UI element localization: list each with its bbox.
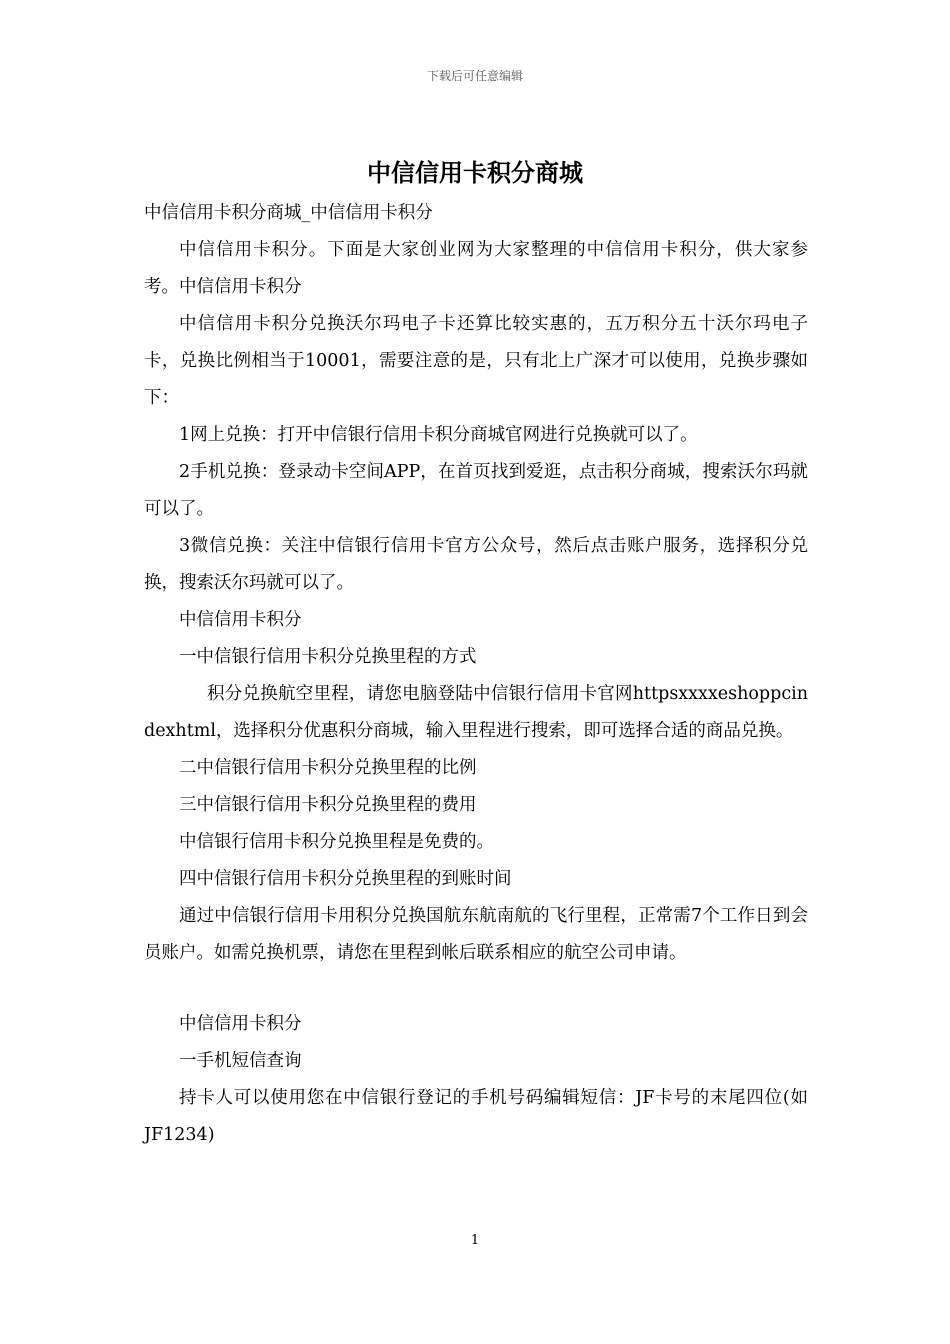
document-title: 中信信用卡积分商城	[367, 159, 583, 187]
paragraph: 2手机兑换：登录动卡空间APP，在首页找到爱逛，点击积分商城，搜索沃尔玛就可以了。	[144, 462, 808, 519]
paragraph: 通过中信银行信用卡用积分兑换国航东航南航的飞行里程，正常需7个工作日到会员账户。如需兑换机票，请您在里程到帐后联系相应的航空公司申请。	[144, 906, 808, 963]
document-body	[144, 195, 808, 1154]
section-heading: 一中信银行信用卡积分兑换里程的方式	[179, 647, 477, 667]
paragraph: 中信信用卡积分。下面是大家创业网为大家整理的中信信用卡积分，供大家参考。中信信用卡积分	[144, 240, 808, 297]
section-heading: 一手机短信查询	[179, 1051, 302, 1071]
paragraph: 中信银行信用卡积分兑换里程是免费的。	[179, 832, 494, 852]
paragraph: 1网上兑换：打开中信银行信用卡积分商城官网进行兑换就可以了。	[179, 425, 698, 445]
paragraph: 3微信兑换：关注中信银行信用卡官方公众号，然后点击账户服务，选择积分兑换，搜索沃尔玛就可以了。	[144, 536, 808, 593]
page-header: 下载后可任意编辑	[426, 69, 523, 83]
paragraph: 中信信用卡积分兑换沃尔玛电子卡还算比较实惠的，五万积分五十沃尔玛电子卡，兑换比例相当于10001，需要注意的是，只有北上广深才可以使用，兑换步骤如下：	[144, 314, 808, 408]
paragraph: 积分兑换航空里程，请您电脑登陆中信银行信用卡官网httpsxxxxeshoppcindexhtml，选择积分优惠积分商城，输入里程进行搜索，即可选择合适的商品兑换。	[144, 684, 808, 741]
paragraph: 持卡人可以使用您在中信银行登记的手机号码编辑短信：JF卡号的末尾四位(如JF1234)	[144, 1088, 808, 1145]
document-subtitle: 中信信用卡积分商城_中信信用卡积分	[144, 203, 433, 223]
section-heading: 三中信银行信用卡积分兑换里程的费用	[179, 795, 477, 815]
section-heading: 中信信用卡积分	[179, 610, 302, 630]
page-number: 1	[470, 1233, 480, 1248]
section-heading: 中信信用卡积分	[179, 1014, 302, 1034]
section-heading: 二中信银行信用卡积分兑换里程的比例	[179, 758, 477, 778]
section-heading: 四中信银行信用卡积分兑换里程的到账时间	[179, 869, 512, 889]
